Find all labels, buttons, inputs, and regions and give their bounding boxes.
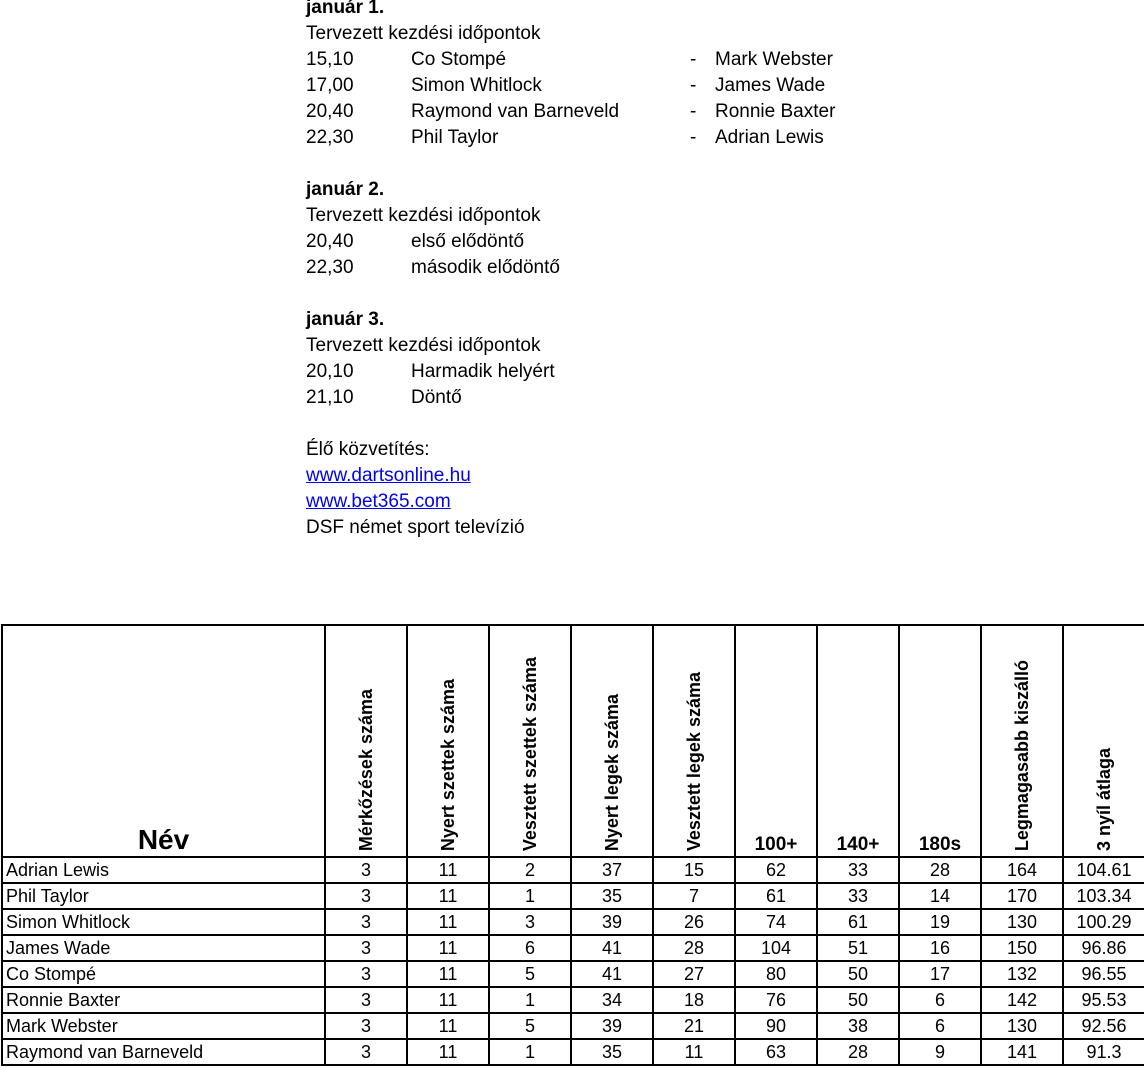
player-name-cell: Mark Webster xyxy=(2,1013,325,1039)
stat-cell: 14 xyxy=(899,883,981,909)
header-row xyxy=(2,625,1144,857)
column-header-label: Mérkőzések száma xyxy=(355,688,376,851)
stat-cell: 19 xyxy=(899,909,981,935)
stat-cell: 11 xyxy=(407,987,489,1013)
day1-title: január 1. xyxy=(306,0,385,18)
stat-cell: 37 xyxy=(571,857,653,883)
stat-cell: 16 xyxy=(899,935,981,961)
player-away: James Wade xyxy=(715,75,826,96)
match-time: 22,30 xyxy=(306,127,354,148)
stat-cell: 141 xyxy=(981,1039,1063,1065)
table-row xyxy=(2,883,1144,909)
broadcast-tv: DSF német sport televízió xyxy=(306,517,525,538)
match-separator: - xyxy=(690,127,697,148)
broadcast-title: Élő közvetítés: xyxy=(306,439,430,460)
stat-cell: 2 xyxy=(489,857,571,883)
stat-cell: 11 xyxy=(407,883,489,909)
stat-cell: 11 xyxy=(407,1039,489,1065)
column-header-label: Vesztett szettek száma xyxy=(519,656,540,851)
stat-cell: 3 xyxy=(325,987,407,1013)
column-header-label: Legmagasabb kiszálló xyxy=(1011,659,1032,851)
day1-match-row xyxy=(306,125,946,151)
stat-cell: 6 xyxy=(899,987,981,1013)
column-header-sets-won xyxy=(407,625,489,857)
player-home: Simon Whitlock xyxy=(411,75,542,96)
stat-cell: 11 xyxy=(407,935,489,961)
stat-cell: 142 xyxy=(981,987,1063,1013)
column-header-100plus: 100+ xyxy=(735,625,817,857)
match-time: 17,00 xyxy=(306,75,354,96)
stats-table xyxy=(1,624,1144,1066)
stat-cell: 28 xyxy=(653,935,735,961)
stat-cell: 91.3 xyxy=(1063,1039,1144,1065)
stat-cell: 41 xyxy=(571,935,653,961)
match-separator: - xyxy=(690,101,697,122)
stat-cell: 11 xyxy=(653,1039,735,1065)
day3-subtitle: Tervezett kezdési időpontok xyxy=(306,335,541,356)
stat-cell: 35 xyxy=(571,883,653,909)
stat-cell: 11 xyxy=(407,857,489,883)
column-header-name: Név xyxy=(2,625,325,857)
stat-cell: 15 xyxy=(653,857,735,883)
day2-title: január 2. xyxy=(306,179,385,200)
stat-cell: 3 xyxy=(325,961,407,987)
stat-cell: 11 xyxy=(407,1013,489,1039)
stat-cell: 38 xyxy=(817,1013,899,1039)
stat-cell: 61 xyxy=(735,883,817,909)
stat-cell: 96.86 xyxy=(1063,935,1144,961)
stat-cell: 90 xyxy=(735,1013,817,1039)
stat-cell: 5 xyxy=(489,961,571,987)
match-description: Harmadik helyért xyxy=(411,361,555,382)
stats-table-body xyxy=(2,857,1144,1065)
match-separator: - xyxy=(690,49,697,70)
stat-cell: 3 xyxy=(325,1039,407,1065)
column-header-sets-lost xyxy=(489,625,571,857)
stat-cell: 11 xyxy=(407,909,489,935)
stat-cell: 3 xyxy=(489,909,571,935)
stat-cell: 50 xyxy=(817,987,899,1013)
table-row xyxy=(2,909,1144,935)
day1-match-row xyxy=(306,99,946,125)
stat-cell: 104.61 xyxy=(1063,857,1144,883)
stat-cell: 27 xyxy=(653,961,735,987)
stat-cell: 1 xyxy=(489,883,571,909)
player-name-cell: James Wade xyxy=(2,935,325,961)
stat-cell: 95.53 xyxy=(1063,987,1144,1013)
stat-cell: 76 xyxy=(735,987,817,1013)
stat-cell: 9 xyxy=(899,1039,981,1065)
stat-cell: 3 xyxy=(325,935,407,961)
player-home: Raymond van Barneveld xyxy=(411,101,620,122)
stat-cell: 100.29 xyxy=(1063,909,1144,935)
bet365-link[interactable]: www.bet365.com xyxy=(306,491,451,512)
stat-cell: 6 xyxy=(899,1013,981,1039)
match-description: második elődöntő xyxy=(411,257,560,278)
stat-cell: 18 xyxy=(653,987,735,1013)
table-row xyxy=(2,935,1144,961)
column-header-label: 3 nyíl átlaga xyxy=(1093,747,1114,851)
player-name-cell: Adrian Lewis xyxy=(2,857,325,883)
stat-cell: 26 xyxy=(653,909,735,935)
stat-cell: 103.34 xyxy=(1063,883,1144,909)
column-header-label: Vesztett legek száma xyxy=(683,671,704,851)
column-header-high-checkout xyxy=(981,625,1063,857)
stat-cell: 51 xyxy=(817,935,899,961)
stat-cell: 34 xyxy=(571,987,653,1013)
stat-cell: 62 xyxy=(735,857,817,883)
column-header-matches xyxy=(325,625,407,857)
schedule-section xyxy=(306,0,946,541)
dartsonline-link[interactable]: www.dartsonline.hu xyxy=(306,465,471,486)
stat-cell: 33 xyxy=(817,883,899,909)
column-header-label: Nyert legek száma xyxy=(601,693,622,851)
stat-cell: 39 xyxy=(571,909,653,935)
column-header-legs-won xyxy=(571,625,653,857)
stat-cell: 74 xyxy=(735,909,817,935)
stat-cell: 6 xyxy=(489,935,571,961)
player-away: Ronnie Baxter xyxy=(715,101,836,122)
table-row xyxy=(2,961,1144,987)
table-row xyxy=(2,1013,1144,1039)
match-time: 15,10 xyxy=(306,49,354,70)
stat-cell: 5 xyxy=(489,1013,571,1039)
player-home: Phil Taylor xyxy=(411,127,499,148)
stat-cell: 3 xyxy=(325,857,407,883)
day3-match-row xyxy=(306,385,946,411)
table-row xyxy=(2,987,1144,1013)
stat-cell: 61 xyxy=(817,909,899,935)
stat-cell: 39 xyxy=(571,1013,653,1039)
stat-cell: 33 xyxy=(817,857,899,883)
stat-cell: 92.56 xyxy=(1063,1013,1144,1039)
player-name-cell: Ronnie Baxter xyxy=(2,987,325,1013)
stat-cell: 41 xyxy=(571,961,653,987)
match-time: 20,40 xyxy=(306,101,354,122)
stat-cell: 96.55 xyxy=(1063,961,1144,987)
player-away: Mark Webster xyxy=(715,49,833,70)
column-header-140plus: 140+ xyxy=(817,625,899,857)
day1-subtitle: Tervezett kezdési időpontok xyxy=(306,23,541,44)
player-away: Adrian Lewis xyxy=(715,127,824,148)
match-time: 20,10 xyxy=(306,361,354,382)
stat-cell: 7 xyxy=(653,883,735,909)
day2-match-row xyxy=(306,229,946,255)
player-home: Co Stompé xyxy=(411,49,507,70)
table-row xyxy=(2,1039,1144,1065)
stat-cell: 28 xyxy=(817,1039,899,1065)
stat-cell: 130 xyxy=(981,1013,1063,1039)
stat-cell: 104 xyxy=(735,935,817,961)
spacer xyxy=(306,281,946,307)
table-row xyxy=(2,857,1144,883)
day3-title: január 3. xyxy=(306,309,385,330)
match-time: 20,40 xyxy=(306,231,354,252)
stat-cell: 28 xyxy=(899,857,981,883)
match-description: első elődöntő xyxy=(411,231,525,252)
match-separator: - xyxy=(690,75,697,96)
stat-cell: 11 xyxy=(407,961,489,987)
column-header-legs-lost xyxy=(653,625,735,857)
stat-cell: 1 xyxy=(489,987,571,1013)
stat-cell: 130 xyxy=(981,909,1063,935)
spacer xyxy=(306,411,946,437)
stat-cell: 50 xyxy=(817,961,899,987)
player-name-cell: Raymond van Barneveld xyxy=(2,1039,325,1065)
column-header-180s: 180s xyxy=(899,625,981,857)
stat-cell: 35 xyxy=(571,1039,653,1065)
stat-cell: 3 xyxy=(325,909,407,935)
stat-cell: 80 xyxy=(735,961,817,987)
day2-subtitle: Tervezett kezdési időpontok xyxy=(306,205,541,226)
stat-cell: 3 xyxy=(325,1013,407,1039)
match-description: Döntő xyxy=(411,387,462,408)
player-name-cell: Simon Whitlock xyxy=(2,909,325,935)
stat-cell: 164 xyxy=(981,857,1063,883)
player-name-cell: Co Stompé xyxy=(2,961,325,987)
day3-match-row xyxy=(306,359,946,385)
stat-cell: 17 xyxy=(899,961,981,987)
stat-cell: 170 xyxy=(981,883,1063,909)
day1-match-row xyxy=(306,47,946,73)
stat-cell: 150 xyxy=(981,935,1063,961)
match-time: 21,10 xyxy=(306,387,354,408)
column-header-label: Nyert szettek száma xyxy=(437,678,458,851)
stat-cell: 3 xyxy=(325,883,407,909)
spacer xyxy=(306,151,946,177)
stat-cell: 63 xyxy=(735,1039,817,1065)
stat-cell: 1 xyxy=(489,1039,571,1065)
day1-match-row xyxy=(306,73,946,99)
column-header-average xyxy=(1063,625,1144,857)
stat-cell: 132 xyxy=(981,961,1063,987)
player-name-cell: Phil Taylor xyxy=(2,883,325,909)
match-time: 22,30 xyxy=(306,257,354,278)
stat-cell: 21 xyxy=(653,1013,735,1039)
day2-match-row xyxy=(306,255,946,281)
